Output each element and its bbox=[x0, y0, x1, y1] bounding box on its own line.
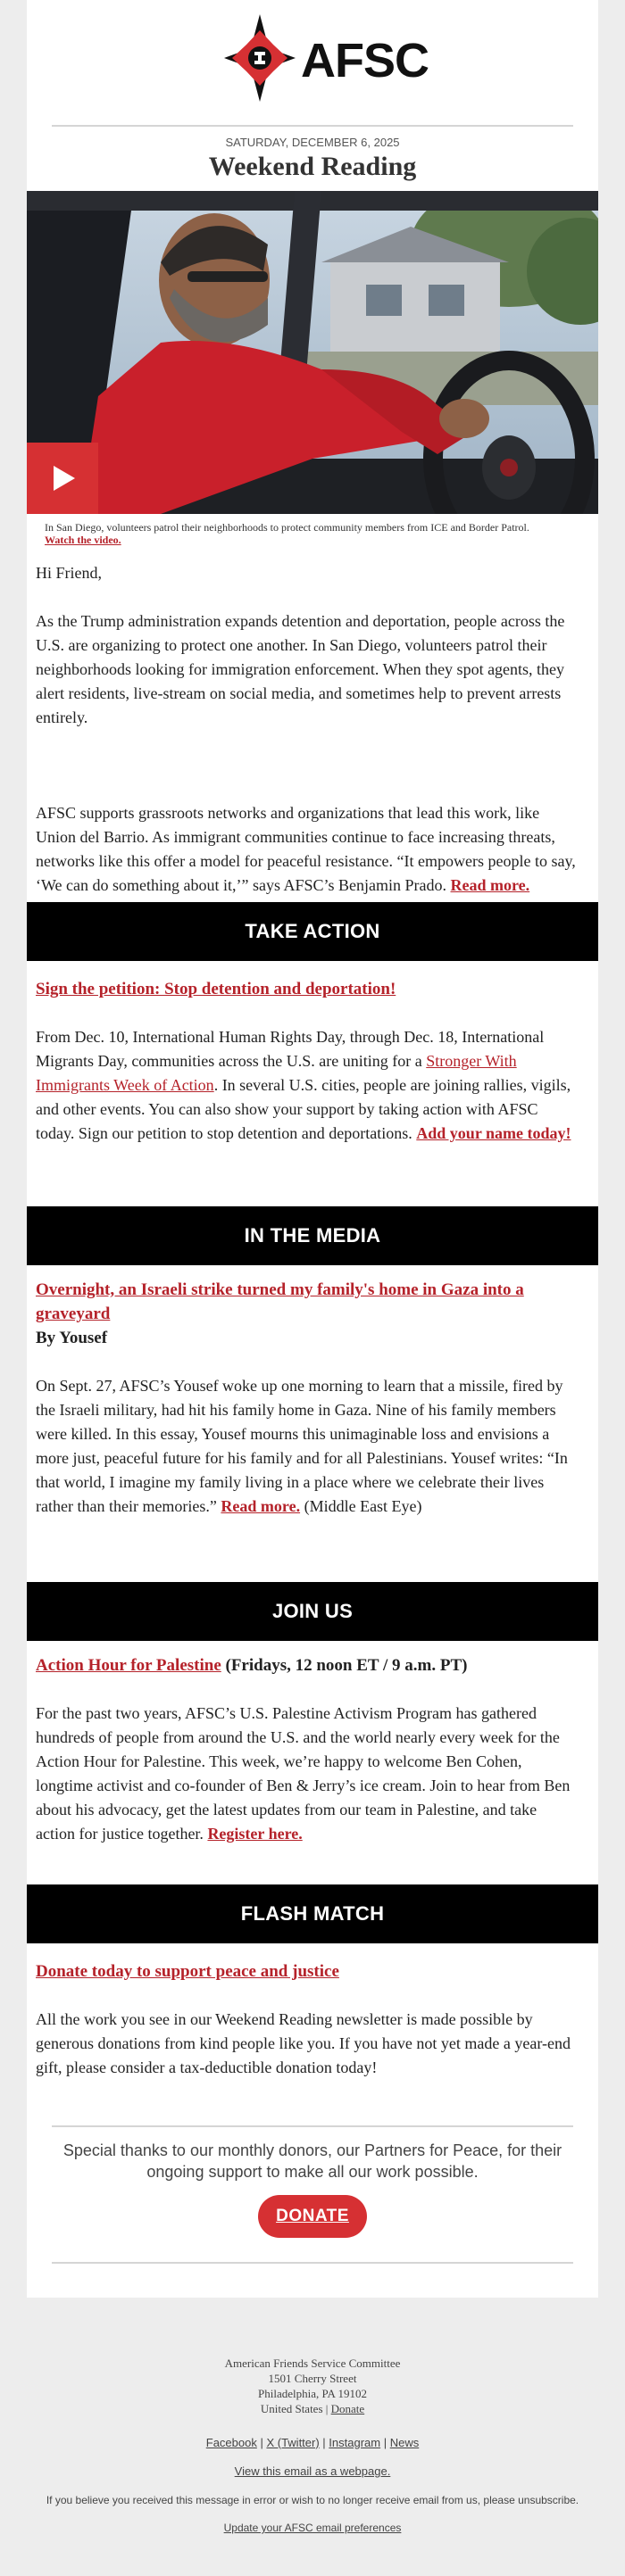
unsubscribe-notice: If you believe you received this message in error or wish to no longer receive email from us, please unsubscribe. bbox=[46, 2494, 579, 2506]
petition-link[interactable]: Sign the petition: Stop detention and deportation! bbox=[36, 980, 396, 998]
instagram-link[interactable]: Instagram bbox=[329, 2436, 381, 2449]
take-action-text-a: From Dec. 10, International Human Rights Day, through Dec. 18, International Migrants Day, communities across the U.S. are uniting for a bbox=[36, 1028, 545, 1070]
media-body bbox=[36, 1374, 576, 1519]
media-body-text: On Sept. 27, AFSC’s Yousef woke up one morning to learn that a missile, fired by the Israeli military, had hit his family home in Gaza. Nine of his family members were killed. In this essay, Yousef mourns this unimaginable loss and envisions a more just, peaceful future for his family and for all Palestinians. Yousef writes: “In that world, I imagine my family living in a place where we celebrate their lives rather than their memories.” bbox=[36, 1377, 568, 1515]
donate-button[interactable]: DONATE bbox=[258, 2195, 367, 2238]
thanks-divider-top bbox=[52, 2125, 573, 2127]
city: Philadelphia, PA 19102 bbox=[258, 2387, 367, 2400]
header-divider bbox=[52, 125, 573, 127]
hero-caption bbox=[45, 521, 589, 546]
flash-match-banner: FLASH MATCH bbox=[27, 1884, 598, 1943]
separator: | bbox=[322, 2402, 331, 2415]
star-logo-icon bbox=[222, 12, 297, 104]
facebook-link[interactable]: Facebook bbox=[205, 2436, 257, 2449]
event-time: (Fridays, 12 noon ET / 9 a.m. PT) bbox=[221, 1656, 468, 1675]
donor-thanks: Special thanks to our monthly donors, our Partners for Peace, for their ongoing support to make all our work possible. bbox=[62, 2141, 562, 2181]
donate-headline bbox=[36, 1959, 589, 1984]
gaza-article-link[interactable]: Overnight, an Israeli strike turned my family's home in Gaza into a graveyard bbox=[36, 1280, 524, 1323]
street: 1501 Cherry Street bbox=[268, 2372, 357, 2385]
webpage-line bbox=[0, 2464, 625, 2478]
social-sep: | bbox=[319, 2436, 329, 2449]
thanks-divider-bottom bbox=[52, 2262, 573, 2264]
country-line bbox=[0, 2401, 625, 2416]
email-preferences-link[interactable]: Update your AFSC email preferences bbox=[223, 2522, 402, 2534]
social-sep: | bbox=[256, 2436, 267, 2449]
join-us-body-text: For the past two years, AFSC’s U.S. Palestine Activism Program has gathered hundreds of people from around the U.S. and the world nearly every week for the Action Hour for Palestine. This week, we’re happy to welcome Ben Cohen, longtime activist and co-founder of Ben & Jerry’s ice cream. Join to hear from Ben about his advocacy, get the latest updates from our team in Palestine, and take action for justice together. bbox=[36, 1704, 571, 1843]
take-action-text-b: . In several U.S. cities, people are joining rallies, vigils, and other events. You can also show your support by taking action with AFSC today. Sign our petition to stop detention and deportations. bbox=[36, 1076, 571, 1142]
donate-today-link[interactable]: Donate today to support peace and justice bbox=[36, 1962, 339, 1981]
add-your-name-link[interactable]: Add your name today! bbox=[416, 1124, 571, 1142]
week-of-action-link[interactable]: Stronger With Immigrants Week of Action bbox=[36, 1052, 517, 1094]
in-the-media-banner: IN THE MEDIA bbox=[27, 1206, 598, 1265]
social-sep: | bbox=[380, 2436, 390, 2449]
country: United States bbox=[260, 2402, 323, 2415]
social-links bbox=[0, 2436, 625, 2449]
flash-match-body: All the work you see in our Weekend Reading newsletter is made possible by generous donations from kind people like you. If you have not yet made a year-end gift, please consider a tax-deductible donation today! bbox=[36, 2010, 571, 2076]
twitter-link[interactable]: X (Twitter) bbox=[266, 2436, 320, 2449]
play-icon bbox=[46, 462, 79, 494]
caption-text: In San Diego, volunteers patrol their neighborhoods to protect community members from ICE and Border Patrol. bbox=[45, 521, 529, 534]
media-read-more-link[interactable]: Read more. bbox=[221, 1497, 301, 1515]
intro-paragraph-2 bbox=[36, 801, 576, 898]
media-byline: By Yousef bbox=[36, 1329, 108, 1347]
join-us-banner: JOIN US bbox=[27, 1582, 598, 1641]
take-action-banner: TAKE ACTION bbox=[27, 902, 598, 961]
media-source: (Middle East Eye) bbox=[300, 1497, 422, 1515]
greeting: Hi Friend, bbox=[36, 564, 102, 582]
petition-headline bbox=[36, 977, 589, 1001]
intro-paragraph-2-text: AFSC supports grassroots networks and organizations that lead this work, like Union del Barrio. As immigrant communities continue to face increasing threats, networks like this offer a model for peaceful resistance. “It empowers people to say, ‘We can do something about it,’” says AFSC’s Benjamin Prado. bbox=[36, 804, 576, 894]
hero-video-image[interactable] bbox=[27, 191, 598, 514]
footer-donate-link[interactable]: Donate bbox=[330, 2402, 365, 2415]
register-link[interactable]: Register here. bbox=[207, 1825, 303, 1843]
event-headline bbox=[36, 1653, 589, 1677]
take-action-body bbox=[36, 1025, 576, 1146]
footer-address bbox=[0, 2356, 625, 2416]
afsc-logo[interactable] bbox=[222, 12, 429, 104]
view-as-webpage-link[interactable]: View this email as a webpage. bbox=[234, 2464, 391, 2478]
media-headline bbox=[36, 1278, 589, 1326]
join-us-body bbox=[36, 1702, 576, 1846]
play-button[interactable] bbox=[27, 443, 98, 514]
man-driving-car-photo bbox=[27, 191, 598, 514]
org-name: American Friends Service Committee bbox=[224, 2357, 401, 2370]
brand-wordmark: AFSC bbox=[301, 34, 429, 87]
action-hour-link[interactable]: Action Hour for Palestine bbox=[36, 1656, 221, 1675]
prefs-line bbox=[0, 2522, 625, 2534]
watch-video-link[interactable]: Watch the video. bbox=[45, 534, 121, 546]
news-link[interactable]: News bbox=[389, 2436, 420, 2449]
issue-date: SATURDAY, DECEMBER 6, 2025 bbox=[225, 136, 400, 149]
page-title: Weekend Reading bbox=[208, 152, 417, 181]
read-more-link[interactable]: Read more. bbox=[450, 876, 530, 894]
intro-paragraph-1: As the Trump administration expands detention and deportation, people across the U.S. are organizing to protect one another. In San Diego, volunteers patrol their neighborhoods looking for immigration enforcement. When they spot agents, they alert residents, live-stream on social media, and sometimes help to prevent arrests entirely. bbox=[36, 612, 565, 726]
